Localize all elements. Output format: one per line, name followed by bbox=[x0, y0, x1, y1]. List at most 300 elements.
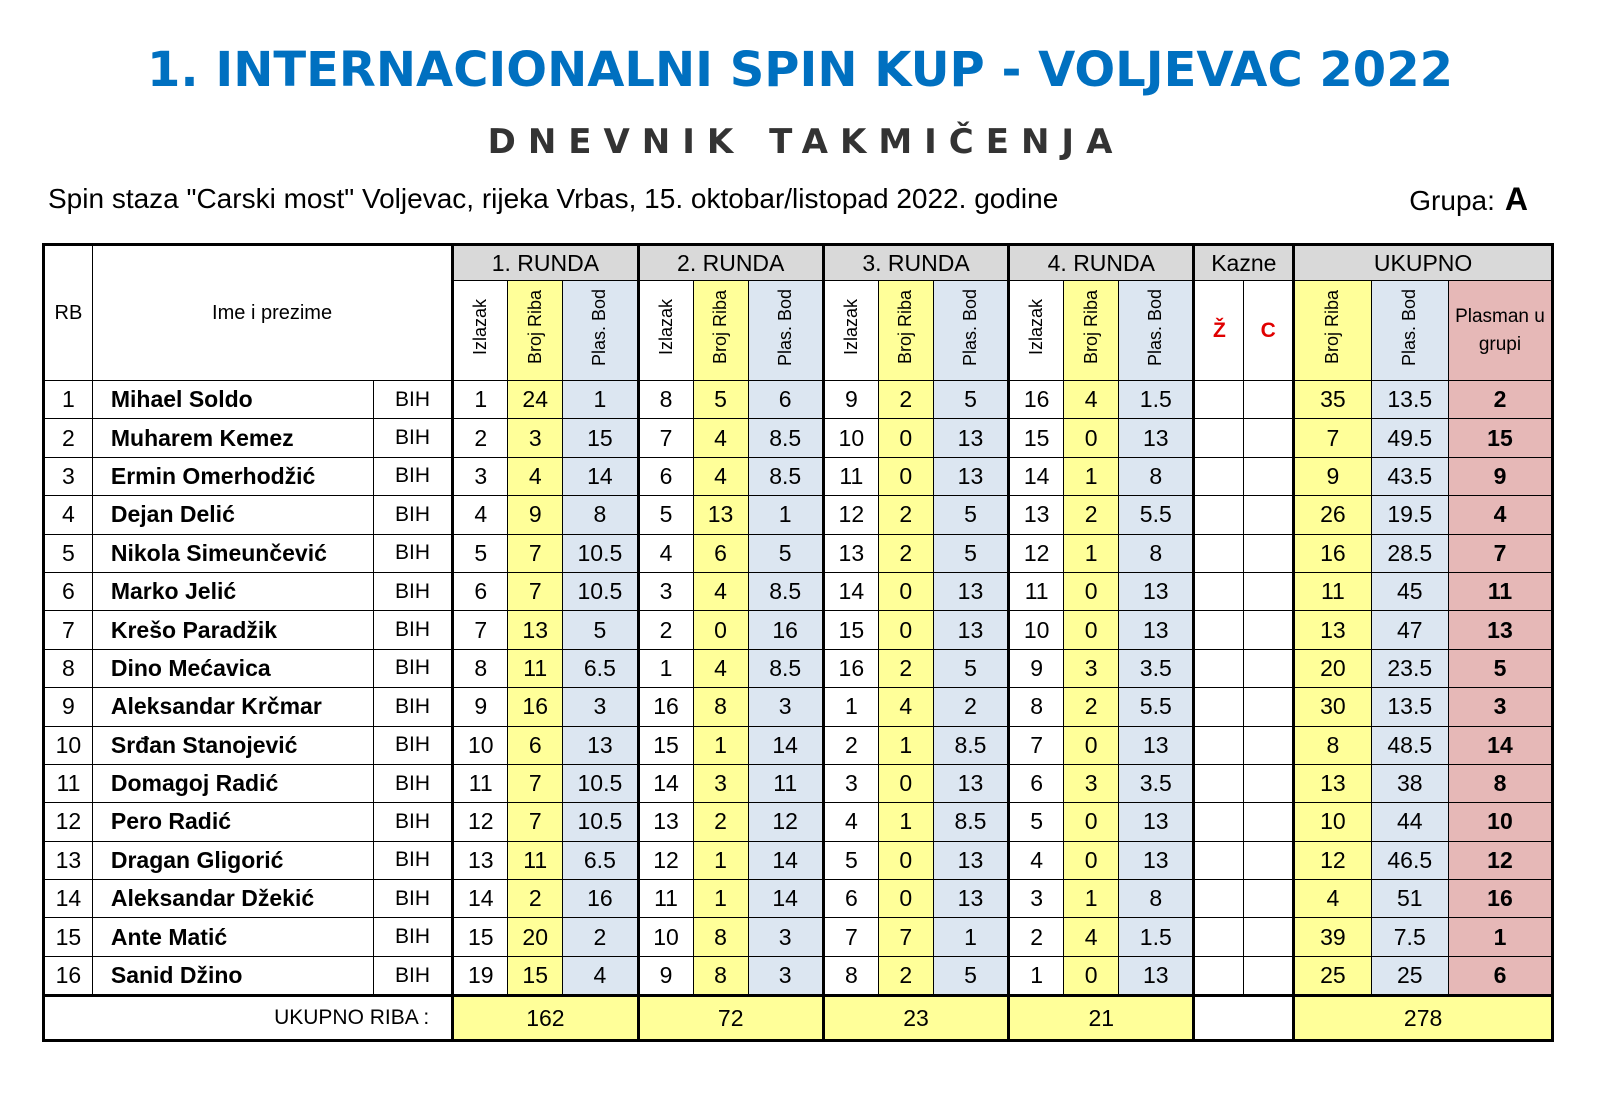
cell-izlazak: 8 bbox=[638, 381, 693, 419]
cell-izlazak: 11 bbox=[453, 764, 508, 802]
totals-ukupno: 278 bbox=[1294, 996, 1553, 1041]
cell-plas-bod: 13 bbox=[563, 726, 638, 764]
cell-total-riba: 13 bbox=[1294, 611, 1371, 649]
cell-total-bod: 51 bbox=[1371, 880, 1448, 918]
cell-name: Sanid Džino bbox=[92, 956, 373, 995]
cell-broj-riba: 1 bbox=[878, 803, 933, 841]
cell-total-bod: 47 bbox=[1371, 611, 1448, 649]
cell-izlazak: 4 bbox=[638, 534, 693, 572]
cell-kazne-z bbox=[1194, 381, 1244, 419]
cell-izlazak: 9 bbox=[823, 381, 878, 419]
table-row bbox=[44, 688, 1553, 726]
cell-broj-riba: 3 bbox=[508, 419, 563, 457]
cell-izlazak: 14 bbox=[638, 764, 693, 802]
cell-total-riba: 9 bbox=[1294, 457, 1371, 495]
cell-kazne-c bbox=[1244, 918, 1294, 956]
cell-izlazak: 19 bbox=[453, 956, 508, 995]
cell-kazne-c bbox=[1244, 688, 1294, 726]
cell-izlazak: 1 bbox=[823, 688, 878, 726]
totals-runda-4: 21 bbox=[1009, 996, 1194, 1041]
header-izlazak-3 bbox=[823, 281, 878, 381]
cell-plasman: 6 bbox=[1448, 956, 1552, 995]
cell-izlazak: 12 bbox=[823, 496, 878, 534]
table-row bbox=[44, 496, 1553, 534]
cell-plasman: 15 bbox=[1448, 419, 1552, 457]
cell-kazne-z bbox=[1194, 611, 1244, 649]
table-row bbox=[44, 534, 1553, 572]
cell-plas-bod: 12 bbox=[748, 803, 823, 841]
cell-plas-bod: 5 bbox=[933, 534, 1008, 572]
cell-total-riba: 26 bbox=[1294, 496, 1371, 534]
cell-total-riba: 4 bbox=[1294, 880, 1371, 918]
header-izlazak-4 bbox=[1009, 281, 1064, 381]
cell-izlazak: 2 bbox=[1009, 918, 1064, 956]
cell-total-bod: 23.5 bbox=[1371, 649, 1448, 687]
cell-total-bod: 46.5 bbox=[1371, 841, 1448, 879]
header-broj-riba-4-label: Broj Riba bbox=[1080, 290, 1101, 365]
cell-plasman: 9 bbox=[1448, 457, 1552, 495]
cell-broj-riba: 1 bbox=[878, 726, 933, 764]
cell-broj-riba: 1 bbox=[1064, 880, 1119, 918]
cell-total-riba: 11 bbox=[1294, 572, 1371, 610]
cell-plas-bod: 1 bbox=[748, 496, 823, 534]
cell-izlazak: 4 bbox=[823, 803, 878, 841]
cell-broj-riba: 2 bbox=[878, 649, 933, 687]
cell-total-riba: 13 bbox=[1294, 764, 1371, 802]
header-plas-bod-4 bbox=[1119, 281, 1194, 381]
cell-broj-riba: 7 bbox=[878, 918, 933, 956]
cell-plas-bod: 8 bbox=[1119, 534, 1194, 572]
cell-izlazak: 6 bbox=[453, 572, 508, 610]
table-row bbox=[44, 611, 1553, 649]
cell-plas-bod: 6 bbox=[748, 381, 823, 419]
cell-total-riba: 12 bbox=[1294, 841, 1371, 879]
cell-plasman: 1 bbox=[1448, 918, 1552, 956]
header-izlazak-2 bbox=[638, 281, 693, 381]
cell-broj-riba: 2 bbox=[878, 534, 933, 572]
cell-plas-bod: 3.5 bbox=[1119, 649, 1194, 687]
cell-broj-riba: 4 bbox=[1064, 918, 1119, 956]
header-plas-bod-2-label: Plas. Bod bbox=[774, 288, 795, 367]
cell-broj-riba: 4 bbox=[1064, 381, 1119, 419]
table-row bbox=[44, 649, 1553, 687]
cell-plas-bod: 1 bbox=[563, 381, 638, 419]
cell-broj-riba: 8 bbox=[693, 918, 748, 956]
cell-broj-riba: 1 bbox=[693, 841, 748, 879]
header-izlazak-2-label: Izlazak bbox=[655, 299, 676, 356]
header-kazne-c: C bbox=[1244, 281, 1294, 381]
cell-country: BIH bbox=[373, 496, 452, 534]
header-broj-riba-1-label: Broj Riba bbox=[524, 290, 545, 365]
cell-broj-riba: 0 bbox=[1064, 572, 1119, 610]
cell-plas-bod: 2 bbox=[933, 688, 1008, 726]
cell-country: BIH bbox=[373, 880, 452, 918]
cell-izlazak: 3 bbox=[638, 572, 693, 610]
header-plas-bod-1 bbox=[563, 281, 638, 381]
cell-kazne-z bbox=[1194, 726, 1244, 764]
page-title: 1. INTERNACIONALNI SPIN KUP - VOLJEVAC 2022 bbox=[147, 42, 1453, 98]
cell-total-riba: 8 bbox=[1294, 726, 1371, 764]
header-izlazak-4-label: Izlazak bbox=[1026, 299, 1047, 356]
cell-plasman: 11 bbox=[1448, 572, 1552, 610]
cell-broj-riba: 9 bbox=[508, 496, 563, 534]
cell-total-bod: 7.5 bbox=[1371, 918, 1448, 956]
cell-izlazak: 10 bbox=[638, 918, 693, 956]
cell-total-bod: 28.5 bbox=[1371, 534, 1448, 572]
cell-plas-bod: 3 bbox=[563, 688, 638, 726]
header-plas-bod-2 bbox=[748, 281, 823, 381]
cell-plas-bod: 8.5 bbox=[748, 457, 823, 495]
cell-total-riba: 25 bbox=[1294, 956, 1371, 995]
cell-rb: 7 bbox=[44, 611, 93, 649]
header-plasman: Plasman u grupi bbox=[1448, 281, 1552, 381]
header-broj-riba-3 bbox=[878, 281, 933, 381]
cell-plas-bod: 10.5 bbox=[563, 534, 638, 572]
header-broj-riba-4 bbox=[1064, 281, 1119, 381]
cell-country: BIH bbox=[373, 956, 452, 995]
cell-plas-bod: 8.5 bbox=[748, 572, 823, 610]
header-total-broj-riba-label: Broj Riba bbox=[1322, 290, 1343, 365]
header-plas-bod-4-label: Plas. Bod bbox=[1145, 288, 1166, 367]
cell-izlazak: 15 bbox=[638, 726, 693, 764]
cell-izlazak: 8 bbox=[1009, 688, 1064, 726]
cell-izlazak: 1 bbox=[1009, 956, 1064, 995]
cell-plas-bod: 13 bbox=[1119, 572, 1194, 610]
cell-kazne-c bbox=[1244, 496, 1294, 534]
cell-izlazak: 2 bbox=[453, 419, 508, 457]
cell-country: BIH bbox=[373, 688, 452, 726]
header-plas-bod-3 bbox=[933, 281, 1008, 381]
cell-plas-bod: 5.5 bbox=[1119, 496, 1194, 534]
cell-plas-bod: 5 bbox=[748, 534, 823, 572]
cell-izlazak: 9 bbox=[453, 688, 508, 726]
cell-rb: 6 bbox=[44, 572, 93, 610]
cell-kazne-z bbox=[1194, 803, 1244, 841]
header-rb: RB bbox=[44, 245, 93, 381]
cell-izlazak: 9 bbox=[1009, 649, 1064, 687]
cell-plas-bod: 10.5 bbox=[563, 572, 638, 610]
cell-name: Dragan Gligorić bbox=[92, 841, 373, 879]
cell-broj-riba: 0 bbox=[878, 419, 933, 457]
cell-plas-bod: 14 bbox=[563, 457, 638, 495]
cell-plas-bod: 8.5 bbox=[748, 649, 823, 687]
cell-izlazak: 16 bbox=[1009, 381, 1064, 419]
cell-izlazak: 12 bbox=[638, 841, 693, 879]
cell-kazne-c bbox=[1244, 381, 1294, 419]
cell-broj-riba: 0 bbox=[878, 841, 933, 879]
cell-broj-riba: 3 bbox=[693, 764, 748, 802]
page-subtitle: DNEVNIK TAKMIČENJA bbox=[487, 122, 1125, 162]
cell-broj-riba: 20 bbox=[508, 918, 563, 956]
cell-total-riba: 20 bbox=[1294, 649, 1371, 687]
cell-country: BIH bbox=[373, 764, 452, 802]
cell-name: Dino Mećavica bbox=[92, 649, 373, 687]
header-ukupno: UKUPNO bbox=[1294, 245, 1553, 281]
cell-rb: 12 bbox=[44, 803, 93, 841]
cell-kazne-z bbox=[1194, 841, 1244, 879]
cell-broj-riba: 0 bbox=[1064, 803, 1119, 841]
cell-rb: 4 bbox=[44, 496, 93, 534]
cell-country: BIH bbox=[373, 918, 452, 956]
table-row bbox=[44, 572, 1553, 610]
cell-broj-riba: 0 bbox=[1064, 841, 1119, 879]
totals-label: UKUPNO RIBA : bbox=[44, 996, 453, 1041]
cell-plasman: 5 bbox=[1448, 649, 1552, 687]
cell-total-riba: 7 bbox=[1294, 419, 1371, 457]
header-total-broj-riba bbox=[1294, 281, 1371, 381]
cell-plasman: 2 bbox=[1448, 381, 1552, 419]
cell-broj-riba: 4 bbox=[878, 688, 933, 726]
cell-broj-riba: 6 bbox=[693, 534, 748, 572]
table-row bbox=[44, 803, 1553, 841]
cell-izlazak: 7 bbox=[823, 918, 878, 956]
cell-broj-riba: 5 bbox=[693, 381, 748, 419]
cell-plas-bod: 13 bbox=[933, 419, 1008, 457]
table-row bbox=[44, 419, 1553, 457]
cell-izlazak: 16 bbox=[823, 649, 878, 687]
cell-izlazak: 10 bbox=[453, 726, 508, 764]
cell-kazne-c bbox=[1244, 803, 1294, 841]
cell-broj-riba: 2 bbox=[508, 880, 563, 918]
cell-kazne-z bbox=[1194, 764, 1244, 802]
cell-plas-bod: 5 bbox=[933, 496, 1008, 534]
cell-rb: 10 bbox=[44, 726, 93, 764]
cell-plas-bod: 13 bbox=[933, 611, 1008, 649]
header-broj-riba-3-label: Broj Riba bbox=[895, 290, 916, 365]
cell-name: Aleksandar Krčmar bbox=[92, 688, 373, 726]
cell-broj-riba: 6 bbox=[508, 726, 563, 764]
cell-total-riba: 30 bbox=[1294, 688, 1371, 726]
cell-name: Pero Radić bbox=[92, 803, 373, 841]
cell-izlazak: 4 bbox=[1009, 841, 1064, 879]
cell-kazne-z bbox=[1194, 880, 1244, 918]
cell-broj-riba: 8 bbox=[693, 956, 748, 995]
cell-kazne-c bbox=[1244, 764, 1294, 802]
cell-izlazak: 2 bbox=[823, 726, 878, 764]
cell-izlazak: 5 bbox=[638, 496, 693, 534]
cell-rb: 2 bbox=[44, 419, 93, 457]
cell-broj-riba: 4 bbox=[693, 572, 748, 610]
cell-plas-bod: 8.5 bbox=[933, 803, 1008, 841]
cell-izlazak: 7 bbox=[1009, 726, 1064, 764]
cell-izlazak: 14 bbox=[823, 572, 878, 610]
cell-broj-riba: 0 bbox=[878, 611, 933, 649]
cell-rb: 11 bbox=[44, 764, 93, 802]
cell-broj-riba: 0 bbox=[1064, 611, 1119, 649]
cell-broj-riba: 0 bbox=[878, 880, 933, 918]
table-row bbox=[44, 764, 1553, 802]
cell-plas-bod: 13 bbox=[933, 457, 1008, 495]
cell-broj-riba: 7 bbox=[508, 572, 563, 610]
cell-plasman: 16 bbox=[1448, 880, 1552, 918]
cell-izlazak: 15 bbox=[453, 918, 508, 956]
cell-broj-riba: 0 bbox=[693, 611, 748, 649]
cell-broj-riba: 7 bbox=[508, 764, 563, 802]
header-runda-4: 4. RUNDA bbox=[1009, 245, 1194, 281]
cell-total-bod: 25 bbox=[1371, 956, 1448, 995]
cell-kazne-z bbox=[1194, 649, 1244, 687]
cell-broj-riba: 1 bbox=[1064, 457, 1119, 495]
group-label: Grupa: bbox=[1409, 185, 1495, 216]
cell-broj-riba: 2 bbox=[693, 803, 748, 841]
cell-name: Domagoj Radić bbox=[92, 764, 373, 802]
cell-total-bod: 38 bbox=[1371, 764, 1448, 802]
cell-plas-bod: 8.5 bbox=[933, 726, 1008, 764]
cell-plasman: 7 bbox=[1448, 534, 1552, 572]
cell-izlazak: 10 bbox=[823, 419, 878, 457]
cell-izlazak: 13 bbox=[638, 803, 693, 841]
cell-izlazak: 1 bbox=[453, 381, 508, 419]
totals-runda-1: 162 bbox=[453, 996, 638, 1041]
header-kazne: Kazne bbox=[1194, 245, 1294, 281]
cell-izlazak: 7 bbox=[638, 419, 693, 457]
cell-plas-bod: 6.5 bbox=[563, 841, 638, 879]
cell-plas-bod: 13 bbox=[1119, 726, 1194, 764]
header-total-plas-bod bbox=[1371, 281, 1448, 381]
cell-plas-bod: 13 bbox=[1119, 611, 1194, 649]
cell-plas-bod: 13 bbox=[1119, 841, 1194, 879]
header-izlazak-1-label: Izlazak bbox=[470, 299, 491, 356]
cell-rb: 14 bbox=[44, 880, 93, 918]
cell-broj-riba: 1 bbox=[693, 880, 748, 918]
header-name: Ime i prezime bbox=[92, 245, 452, 381]
cell-plas-bod: 8 bbox=[563, 496, 638, 534]
cell-broj-riba: 0 bbox=[1064, 726, 1119, 764]
cell-plas-bod: 3.5 bbox=[1119, 764, 1194, 802]
cell-izlazak: 13 bbox=[453, 841, 508, 879]
cell-izlazak: 11 bbox=[638, 880, 693, 918]
cell-broj-riba: 0 bbox=[878, 764, 933, 802]
cell-broj-riba: 16 bbox=[508, 688, 563, 726]
cell-country: BIH bbox=[373, 534, 452, 572]
cell-rb: 13 bbox=[44, 841, 93, 879]
totals-kazne bbox=[1194, 996, 1294, 1041]
cell-izlazak: 13 bbox=[823, 534, 878, 572]
cell-izlazak: 1 bbox=[638, 649, 693, 687]
cell-broj-riba: 4 bbox=[693, 457, 748, 495]
cell-izlazak: 15 bbox=[1009, 419, 1064, 457]
cell-country: BIH bbox=[373, 649, 452, 687]
cell-izlazak: 7 bbox=[453, 611, 508, 649]
cell-broj-riba: 1 bbox=[1064, 534, 1119, 572]
cell-izlazak: 4 bbox=[453, 496, 508, 534]
cell-kazne-c bbox=[1244, 649, 1294, 687]
cell-izlazak: 9 bbox=[638, 956, 693, 995]
cell-rb: 16 bbox=[44, 956, 93, 995]
event-info: Spin staza "Carski most" Voljevac, rijeka Vrbas, 15. oktobar/listopad 2022. godine bbox=[48, 183, 1059, 214]
cell-total-bod: 43.5 bbox=[1371, 457, 1448, 495]
cell-plas-bod: 8 bbox=[1119, 457, 1194, 495]
table-row bbox=[44, 726, 1553, 764]
cell-total-bod: 13.5 bbox=[1371, 688, 1448, 726]
cell-plas-bod: 8 bbox=[1119, 880, 1194, 918]
cell-kazne-c bbox=[1244, 611, 1294, 649]
cell-broj-riba: 2 bbox=[1064, 496, 1119, 534]
cell-izlazak: 3 bbox=[823, 764, 878, 802]
cell-broj-riba: 2 bbox=[878, 956, 933, 995]
cell-country: BIH bbox=[373, 381, 452, 419]
cell-plas-bod: 1 bbox=[933, 918, 1008, 956]
cell-total-bod: 45 bbox=[1371, 572, 1448, 610]
cell-broj-riba: 11 bbox=[508, 841, 563, 879]
cell-izlazak: 14 bbox=[453, 880, 508, 918]
totals-row bbox=[44, 996, 1553, 1041]
cell-plas-bod: 14 bbox=[748, 880, 823, 918]
cell-plas-bod: 3 bbox=[748, 688, 823, 726]
cell-name: Marko Jelić bbox=[92, 572, 373, 610]
cell-plas-bod: 1.5 bbox=[1119, 381, 1194, 419]
cell-izlazak: 11 bbox=[823, 457, 878, 495]
cell-broj-riba: 13 bbox=[508, 611, 563, 649]
cell-plas-bod: 13 bbox=[1119, 803, 1194, 841]
cell-plas-bod: 16 bbox=[748, 611, 823, 649]
cell-country: BIH bbox=[373, 803, 452, 841]
cell-izlazak: 3 bbox=[453, 457, 508, 495]
cell-broj-riba: 2 bbox=[878, 496, 933, 534]
table-row bbox=[44, 457, 1553, 495]
cell-plas-bod: 6.5 bbox=[563, 649, 638, 687]
cell-plas-bod: 11 bbox=[748, 764, 823, 802]
header-broj-riba-1 bbox=[508, 281, 563, 381]
cell-total-riba: 10 bbox=[1294, 803, 1371, 841]
cell-plas-bod: 5 bbox=[933, 381, 1008, 419]
header-runda-2: 2. RUNDA bbox=[638, 245, 823, 281]
cell-plas-bod: 5 bbox=[933, 649, 1008, 687]
cell-rb: 8 bbox=[44, 649, 93, 687]
cell-broj-riba: 15 bbox=[508, 956, 563, 995]
cell-broj-riba: 0 bbox=[1064, 956, 1119, 995]
results-table bbox=[42, 243, 1554, 1042]
cell-broj-riba: 11 bbox=[508, 649, 563, 687]
header-broj-riba-2-label: Broj Riba bbox=[710, 290, 731, 365]
cell-country: BIH bbox=[373, 611, 452, 649]
cell-izlazak: 12 bbox=[1009, 534, 1064, 572]
cell-izlazak: 13 bbox=[1009, 496, 1064, 534]
cell-kazne-z bbox=[1194, 496, 1244, 534]
cell-izlazak: 2 bbox=[638, 611, 693, 649]
cell-total-riba: 39 bbox=[1294, 918, 1371, 956]
cell-izlazak: 8 bbox=[453, 649, 508, 687]
cell-rb: 5 bbox=[44, 534, 93, 572]
cell-plas-bod: 3 bbox=[748, 956, 823, 995]
cell-broj-riba: 7 bbox=[508, 534, 563, 572]
cell-plas-bod: 8.5 bbox=[748, 419, 823, 457]
cell-izlazak: 6 bbox=[638, 457, 693, 495]
header-runda-3: 3. RUNDA bbox=[823, 245, 1008, 281]
cell-kazne-c bbox=[1244, 956, 1294, 995]
cell-plas-bod: 4 bbox=[563, 956, 638, 995]
header-izlazak-3-label: Izlazak bbox=[840, 299, 861, 356]
cell-broj-riba: 7 bbox=[508, 803, 563, 841]
header-broj-riba-2 bbox=[693, 281, 748, 381]
cell-plasman: 4 bbox=[1448, 496, 1552, 534]
cell-plas-bod: 13 bbox=[933, 572, 1008, 610]
header-plas-bod-3-label: Plas. Bod bbox=[959, 288, 980, 367]
cell-plasman: 3 bbox=[1448, 688, 1552, 726]
cell-name: Aleksandar Džekić bbox=[92, 880, 373, 918]
cell-kazne-c bbox=[1244, 841, 1294, 879]
totals-runda-2: 72 bbox=[638, 996, 823, 1041]
cell-name: Nikola Simeunčević bbox=[92, 534, 373, 572]
cell-izlazak: 11 bbox=[1009, 572, 1064, 610]
cell-plas-bod: 5.5 bbox=[1119, 688, 1194, 726]
cell-izlazak: 14 bbox=[1009, 457, 1064, 495]
cell-plasman: 14 bbox=[1448, 726, 1552, 764]
cell-broj-riba: 13 bbox=[693, 496, 748, 534]
cell-broj-riba: 8 bbox=[693, 688, 748, 726]
cell-name: Mihael Soldo bbox=[92, 381, 373, 419]
cell-name: Dejan Delić bbox=[92, 496, 373, 534]
